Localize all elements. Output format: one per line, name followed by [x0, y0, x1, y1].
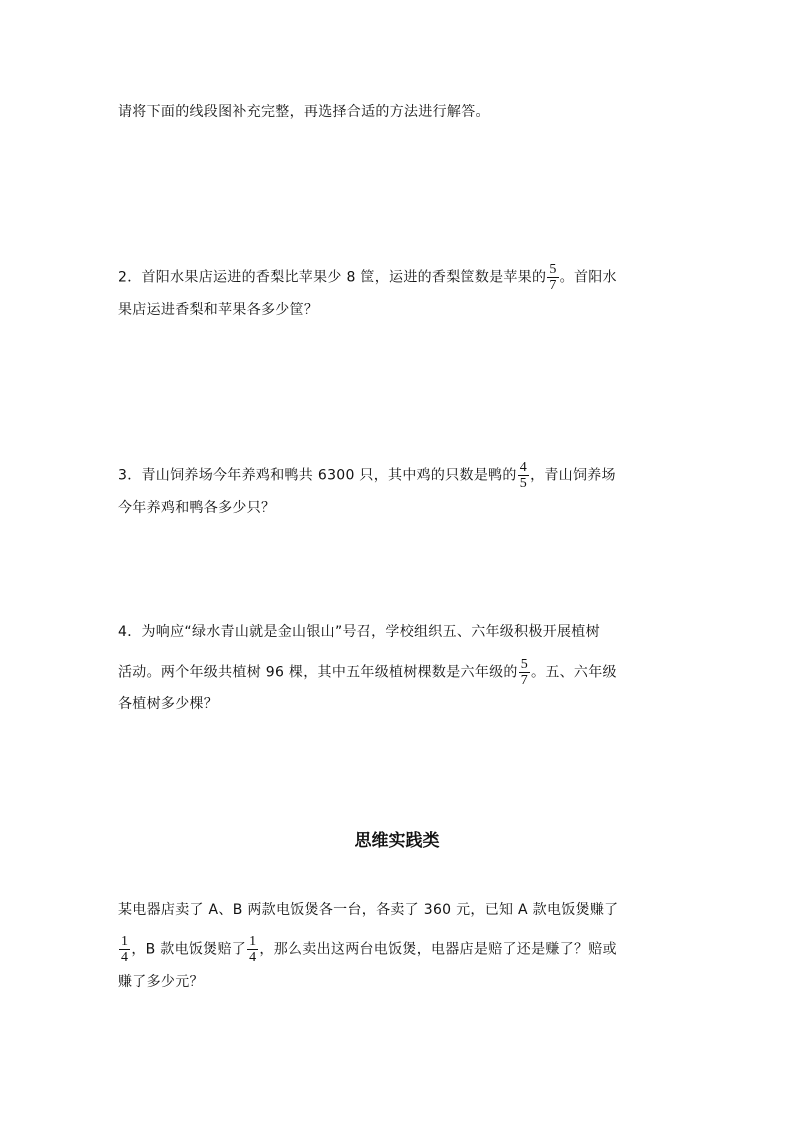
intro-text: 请将下面的线段图补充完整，再选择合适的方法进行解答。	[118, 104, 490, 120]
q2-text-b: 。首阳水	[559, 269, 617, 286]
q2-frac-denominator: 7	[549, 278, 557, 293]
q2-fraction	[547, 262, 558, 293]
q5-text-b: ，那么卖出这两台电饭煲，电器店是赔了还是赚了？赔或	[259, 941, 617, 958]
q3-text-b: ，青山饲养场	[530, 467, 616, 484]
q5-line-2	[118, 934, 617, 965]
section-title: 思维实践类	[354, 831, 440, 851]
q5-frac1-denominator: 4	[121, 950, 129, 965]
q5-text-a: ，B 款电饭煲赔了	[131, 941, 247, 958]
q3-fraction	[518, 460, 529, 491]
q4-text-b: 。五、六年级	[531, 664, 617, 681]
q5-line-1: 某电器店卖了 A、B 两款电饭煲各一台，各卖了 360 元，已知 A 款电饭煲赚了	[118, 902, 619, 918]
q4-fraction	[519, 657, 530, 688]
q3-frac-denominator: 5	[519, 476, 528, 491]
q4-line-2	[118, 657, 617, 688]
q5-frac2-numerator: 1	[249, 934, 257, 949]
q5-fraction-2	[247, 934, 258, 965]
q5-frac1-numerator: 1	[121, 934, 129, 949]
q2-frac-numerator: 5	[549, 262, 557, 277]
q3-line-2: 今年养鸡和鸭各多少只？	[118, 500, 276, 516]
q4-text-a: 活动。两个年级共植树 96 棵，其中五年级植树棵数是六年级的	[118, 664, 518, 681]
q4-line-1: 4．为响应“绿水青山就是金山银山”号召，学校组织五、六年级积极开展植树	[118, 624, 600, 640]
q3-frac-numerator: 4	[519, 460, 528, 475]
q2-text-a: 2．首阳水果店运进的香梨比苹果少 8 筐，运进的香梨筐数是苹果的	[118, 269, 547, 286]
intro-instruction	[118, 102, 490, 122]
q5-line-3: 赚了多少元？	[118, 974, 204, 990]
q2-line-2: 果店运进香梨和苹果各多少筐？	[118, 302, 319, 318]
q3-line-1	[118, 460, 616, 491]
q3-text-a: 3．青山饲养场今年养鸡和鸭共 6300 只，其中鸡的只数是鸭的	[118, 467, 517, 484]
q4-line-3: 各植树多少棵？	[118, 696, 219, 712]
q5-fraction-1	[119, 934, 130, 965]
q4-frac-numerator: 5	[520, 657, 529, 672]
q5-frac2-denominator: 4	[249, 950, 257, 965]
q2-line-1	[118, 262, 617, 293]
q4-frac-denominator: 7	[520, 673, 529, 688]
